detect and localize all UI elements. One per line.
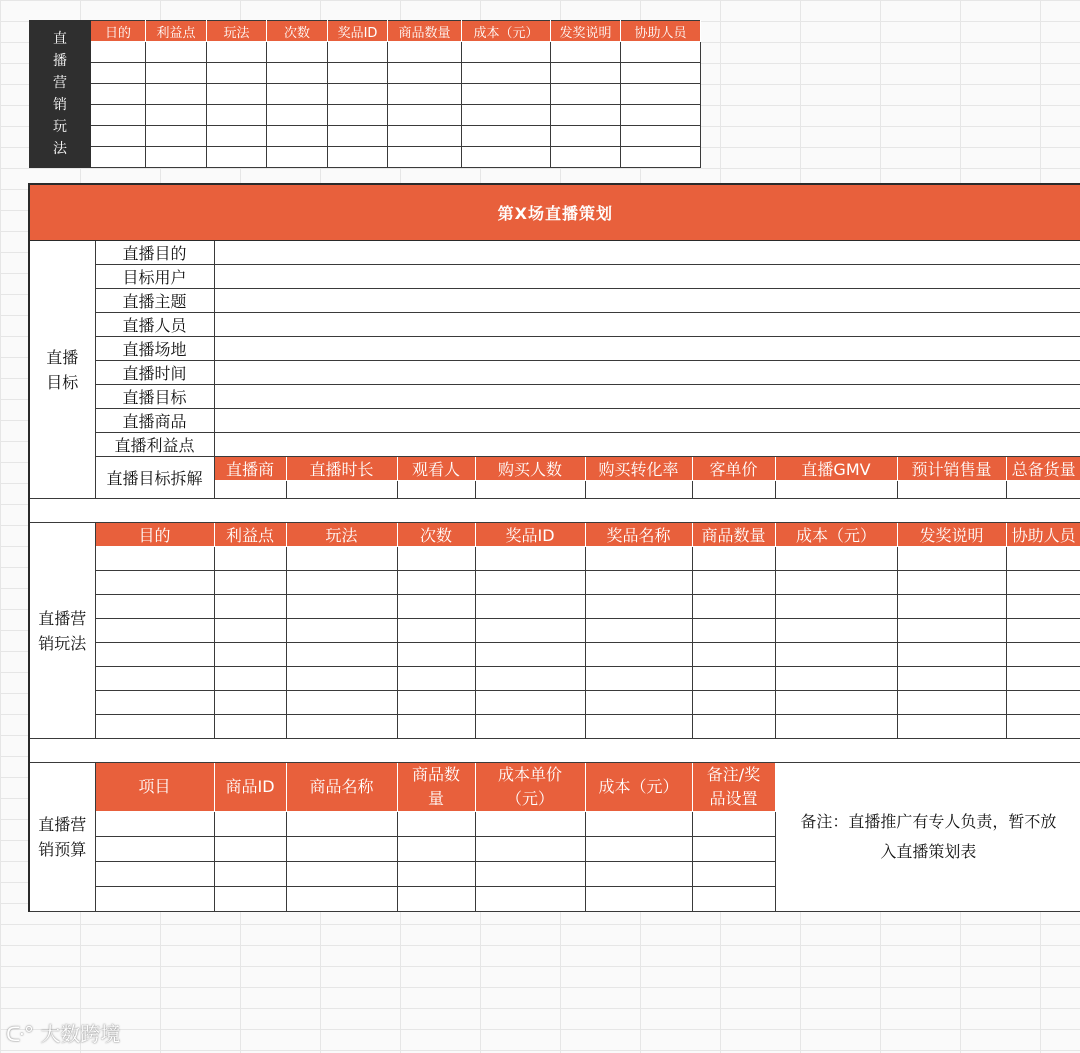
input-cell[interactable] <box>286 595 397 619</box>
input-cell[interactable] <box>1006 481 1080 499</box>
input-cell[interactable] <box>397 571 475 595</box>
input-cell[interactable] <box>462 105 551 126</box>
marketing-column-header: 目的 <box>95 523 214 547</box>
input-cell[interactable] <box>475 715 585 739</box>
goal-item-label: 直播目的 <box>95 241 214 265</box>
input-cell[interactable] <box>621 84 701 105</box>
marketing-row <box>29 643 1080 667</box>
input-cell[interactable] <box>462 147 551 168</box>
input-cell[interactable] <box>551 105 621 126</box>
input-cell[interactable] <box>1006 595 1080 619</box>
marketing-row <box>29 715 1080 739</box>
input-cell[interactable] <box>95 837 214 862</box>
input-cell[interactable] <box>286 862 397 887</box>
input-cell[interactable] <box>214 619 286 643</box>
goal-breakdown-header-row <box>29 457 1080 481</box>
input-cell[interactable] <box>897 667 1006 691</box>
marketing-section-label: 直播营 销玩法 <box>29 523 95 739</box>
goal-item-label: 直播场地 <box>95 337 214 361</box>
budget-column-header: 商品名称 <box>286 763 397 812</box>
input-cell[interactable] <box>897 571 1006 595</box>
input-cell[interactable] <box>146 63 207 84</box>
input-cell[interactable] <box>1006 571 1080 595</box>
breakdown-column-header: 直播时长 <box>286 457 397 481</box>
goal-row <box>29 433 1080 457</box>
input-cell[interactable] <box>475 619 585 643</box>
breakdown-column-header: 预计销售量 <box>897 457 1006 481</box>
marketing-row <box>29 547 1080 571</box>
input-cell[interactable] <box>95 547 214 571</box>
input-cell[interactable] <box>1006 691 1080 715</box>
mini-table-row <box>30 126 701 147</box>
input-cell[interactable] <box>897 715 1006 739</box>
input-cell[interactable] <box>388 63 462 84</box>
input-cell[interactable] <box>95 887 214 912</box>
input-cell[interactable] <box>585 481 692 499</box>
input-cell[interactable] <box>475 571 585 595</box>
input-cell[interactable] <box>146 84 207 105</box>
input-cell[interactable] <box>95 715 214 739</box>
mini-table-row <box>30 63 701 84</box>
goal-item-label: 直播利益点 <box>95 433 214 457</box>
input-cell[interactable] <box>692 619 775 643</box>
input-cell[interactable] <box>775 547 897 571</box>
input-cell[interactable] <box>397 619 475 643</box>
marketing-row <box>29 667 1080 691</box>
input-cell[interactable] <box>267 42 328 63</box>
budget-note-line2: 入直播策划表 <box>880 842 977 861</box>
marketing-column-header: 奖品ID <box>475 523 585 547</box>
input-cell[interactable] <box>585 887 692 912</box>
input-cell[interactable] <box>146 147 207 168</box>
mini-side-label: 直 播 营 销 玩 法 <box>30 21 91 168</box>
marketing-column-header: 商品数量 <box>692 523 775 547</box>
input-cell[interactable] <box>286 643 397 667</box>
input-cell[interactable] <box>551 126 621 147</box>
input-cell[interactable] <box>621 63 701 84</box>
input-cell[interactable] <box>286 619 397 643</box>
spacer-row <box>29 739 1080 763</box>
marketing-column-header: 成本（元） <box>775 523 897 547</box>
marketing-row <box>29 619 1080 643</box>
input-cell[interactable] <box>692 571 775 595</box>
input-cell[interactable] <box>692 547 775 571</box>
goal-row <box>29 385 1080 409</box>
input-cell[interactable] <box>475 887 585 912</box>
input-cell[interactable] <box>286 837 397 862</box>
breakdown-column-header: 购买转化率 <box>585 457 692 481</box>
input-cell[interactable] <box>621 126 701 147</box>
input-cell[interactable] <box>397 812 475 837</box>
budget-column-header: 项目 <box>95 763 214 812</box>
input-cell[interactable] <box>328 84 388 105</box>
input-cell[interactable] <box>286 812 397 837</box>
goal-breakdown-label: 直播目标拆解 <box>95 457 214 499</box>
goal-row <box>29 313 1080 337</box>
budget-column-header: 成本单价 （元） <box>475 763 585 812</box>
breakdown-column-header: 观看人 <box>397 457 475 481</box>
mini-table-row <box>30 105 701 126</box>
input-cell[interactable] <box>692 862 775 887</box>
input-cell[interactable] <box>621 105 701 126</box>
input-cell[interactable] <box>286 887 397 912</box>
input-cell[interactable] <box>775 691 897 715</box>
goal-row <box>29 241 1080 265</box>
goal-row <box>29 265 1080 289</box>
input-cell[interactable] <box>91 105 146 126</box>
input-cell[interactable] <box>475 837 585 862</box>
input-cell[interactable] <box>475 481 585 499</box>
goal-item-label: 直播人员 <box>95 313 214 337</box>
marketing-column-header: 次数 <box>397 523 475 547</box>
goal-item-label: 目标用户 <box>95 265 214 289</box>
input-cell[interactable] <box>692 595 775 619</box>
input-cell[interactable] <box>286 481 397 499</box>
mini-column-header: 玩法 <box>207 21 267 42</box>
input-cell[interactable] <box>692 887 775 912</box>
budget-note <box>775 763 1080 912</box>
input-cell[interactable] <box>775 481 897 499</box>
mini-column-header: 成本（元） <box>462 21 551 42</box>
input-cell[interactable] <box>388 84 462 105</box>
goal-section-label: 直播 目标 <box>29 241 95 499</box>
input-cell[interactable] <box>475 595 585 619</box>
input-cell[interactable] <box>1006 715 1080 739</box>
marketing-column-header: 玩法 <box>286 523 397 547</box>
input-cell[interactable] <box>397 691 475 715</box>
input-cell[interactable] <box>585 595 692 619</box>
input-cell[interactable] <box>692 715 775 739</box>
mini-marketing-table <box>29 20 701 168</box>
input-cell[interactable] <box>214 887 286 912</box>
input-cell[interactable] <box>585 571 692 595</box>
input-cell[interactable] <box>207 126 267 147</box>
input-cell[interactable] <box>267 84 328 105</box>
input-cell[interactable] <box>214 265 1080 289</box>
input-cell[interactable] <box>214 571 286 595</box>
marketing-row <box>29 571 1080 595</box>
marketing-row <box>29 595 1080 619</box>
input-cell[interactable] <box>267 63 328 84</box>
input-cell[interactable] <box>692 481 775 499</box>
input-cell[interactable] <box>585 715 692 739</box>
breakdown-column-header: 直播商 <box>214 457 286 481</box>
input-cell[interactable] <box>397 837 475 862</box>
input-cell[interactable] <box>585 643 692 667</box>
input-cell[interactable] <box>29 499 1080 523</box>
budget-column-header: 成本（元） <box>585 763 692 812</box>
input-cell[interactable] <box>475 643 585 667</box>
input-cell[interactable] <box>551 63 621 84</box>
input-cell[interactable] <box>775 643 897 667</box>
mini-column-header: 日的 <box>91 21 146 42</box>
input-cell[interactable] <box>397 643 475 667</box>
input-cell[interactable] <box>214 691 286 715</box>
input-cell[interactable] <box>91 84 146 105</box>
input-cell[interactable] <box>462 84 551 105</box>
input-cell[interactable] <box>328 42 388 63</box>
input-cell[interactable] <box>585 812 692 837</box>
input-cell[interactable] <box>207 105 267 126</box>
goal-row <box>29 361 1080 385</box>
mini-column-header: 商品数量 <box>388 21 462 42</box>
input-cell[interactable] <box>775 715 897 739</box>
input-cell[interactable] <box>397 715 475 739</box>
input-cell[interactable] <box>214 595 286 619</box>
input-cell[interactable] <box>462 126 551 147</box>
input-cell[interactable] <box>214 481 286 499</box>
input-cell[interactable] <box>214 715 286 739</box>
input-cell[interactable] <box>95 595 214 619</box>
input-cell[interactable] <box>214 547 286 571</box>
breakdown-column-header: 总备货量 <box>1006 457 1080 481</box>
input-cell[interactable] <box>775 667 897 691</box>
marketing-column-header: 奖品名称 <box>585 523 692 547</box>
input-cell[interactable] <box>328 147 388 168</box>
spacer-row <box>29 499 1080 523</box>
input-cell[interactable] <box>214 289 1080 313</box>
goal-row <box>29 337 1080 361</box>
input-cell[interactable] <box>214 837 286 862</box>
input-cell[interactable] <box>267 126 328 147</box>
input-cell[interactable] <box>91 126 146 147</box>
input-cell[interactable] <box>146 105 207 126</box>
input-cell[interactable] <box>214 667 286 691</box>
input-cell[interactable] <box>897 643 1006 667</box>
input-cell[interactable] <box>621 147 701 168</box>
budget-column-header: 商品数 量 <box>397 763 475 812</box>
budget-note-line1: 备注：直播推广有专人负责，暂不放 <box>800 812 1057 831</box>
input-cell[interactable] <box>397 547 475 571</box>
input-cell[interactable] <box>1006 619 1080 643</box>
input-cell[interactable] <box>95 691 214 715</box>
watermark-logo <box>6 1018 120 1047</box>
input-cell[interactable] <box>328 105 388 126</box>
input-cell[interactable] <box>91 42 146 63</box>
input-cell[interactable] <box>897 619 1006 643</box>
mini-column-header: 协助人员 <box>621 21 701 42</box>
input-cell[interactable] <box>388 126 462 147</box>
input-cell[interactable] <box>328 126 388 147</box>
input-cell[interactable] <box>286 691 397 715</box>
input-cell[interactable] <box>95 571 214 595</box>
breakdown-column-header: 客单价 <box>692 457 775 481</box>
input-cell[interactable] <box>397 481 475 499</box>
input-cell[interactable] <box>328 63 388 84</box>
input-cell[interactable] <box>207 63 267 84</box>
input-cell[interactable] <box>91 147 146 168</box>
input-cell[interactable] <box>388 42 462 63</box>
input-cell[interactable] <box>95 667 214 691</box>
breakdown-column-header: 购买人数 <box>475 457 585 481</box>
input-cell[interactable] <box>397 862 475 887</box>
input-cell[interactable] <box>214 241 1080 265</box>
breakdown-column-header: 直播GMV <box>775 457 897 481</box>
input-cell[interactable] <box>267 105 328 126</box>
input-cell[interactable] <box>692 812 775 837</box>
input-cell[interactable] <box>95 619 214 643</box>
input-cell[interactable] <box>146 42 207 63</box>
input-cell[interactable] <box>585 691 692 715</box>
input-cell[interactable] <box>775 571 897 595</box>
sheet-title: 第X场直播策划 <box>29 184 1080 241</box>
input-cell[interactable] <box>207 42 267 63</box>
input-cell[interactable] <box>585 619 692 643</box>
input-cell[interactable] <box>214 337 1080 361</box>
input-cell[interactable] <box>897 595 1006 619</box>
mini-column-header: 利益点 <box>146 21 207 42</box>
input-cell[interactable] <box>585 837 692 862</box>
input-cell[interactable] <box>95 862 214 887</box>
live-stream-plan-sheet <box>28 183 1080 912</box>
input-cell[interactable] <box>214 313 1080 337</box>
input-cell[interactable] <box>214 409 1080 433</box>
budget-column-header: 备注/奖 品设置 <box>692 763 775 812</box>
input-cell[interactable] <box>286 547 397 571</box>
input-cell[interactable] <box>29 739 1080 763</box>
input-cell[interactable] <box>775 595 897 619</box>
input-cell[interactable] <box>551 42 621 63</box>
input-cell[interactable] <box>95 643 214 667</box>
marketing-header-row <box>29 523 1080 547</box>
goal-row <box>29 409 1080 433</box>
input-cell[interactable] <box>207 84 267 105</box>
input-cell[interactable] <box>214 433 1080 457</box>
input-cell[interactable] <box>397 667 475 691</box>
mini-column-header: 次数 <box>267 21 328 42</box>
input-cell[interactable] <box>1006 547 1080 571</box>
input-cell[interactable] <box>388 105 462 126</box>
goal-item-label: 直播时间 <box>95 361 214 385</box>
marketing-column-header: 协助人员 <box>1006 523 1080 547</box>
input-cell[interactable] <box>585 667 692 691</box>
input-cell[interactable] <box>286 571 397 595</box>
input-cell[interactable] <box>462 42 551 63</box>
input-cell[interactable] <box>475 667 585 691</box>
input-cell[interactable] <box>775 619 897 643</box>
input-cell[interactable] <box>207 147 267 168</box>
input-cell[interactable] <box>214 385 1080 409</box>
budget-section-label: 直播营 销预算 <box>29 763 95 912</box>
input-cell[interactable] <box>692 667 775 691</box>
input-cell[interactable] <box>286 715 397 739</box>
input-cell[interactable] <box>475 812 585 837</box>
input-cell[interactable] <box>388 147 462 168</box>
input-cell[interactable] <box>621 42 701 63</box>
input-cell[interactable] <box>397 595 475 619</box>
input-cell[interactable] <box>475 862 585 887</box>
marketing-column-header: 发奖说明 <box>897 523 1006 547</box>
input-cell[interactable] <box>692 837 775 862</box>
marketing-column-header: 利益点 <box>214 523 286 547</box>
input-cell[interactable] <box>1006 643 1080 667</box>
mini-column-header: 发奖说明 <box>551 21 621 42</box>
watermark-text: 大数跨境 <box>40 1022 121 1046</box>
mini-table-row <box>30 84 701 105</box>
input-cell[interactable] <box>897 481 1006 499</box>
input-cell[interactable] <box>91 63 146 84</box>
mini-column-header: 奖品ID <box>328 21 388 42</box>
input-cell[interactable] <box>551 84 621 105</box>
input-cell[interactable] <box>214 812 286 837</box>
input-cell[interactable] <box>692 643 775 667</box>
input-cell[interactable] <box>585 547 692 571</box>
goal-item-label: 直播主题 <box>95 289 214 313</box>
input-cell[interactable] <box>475 691 585 715</box>
input-cell[interactable] <box>585 862 692 887</box>
budget-header-row <box>29 763 1080 812</box>
input-cell[interactable] <box>692 691 775 715</box>
goal-item-label: 直播商品 <box>95 409 214 433</box>
mini-table-row <box>30 147 701 168</box>
input-cell[interactable] <box>897 547 1006 571</box>
input-cell[interactable] <box>95 812 214 837</box>
input-cell[interactable] <box>146 126 207 147</box>
input-cell[interactable] <box>462 63 551 84</box>
chat-bubble-icon: ᑢ° <box>6 1022 35 1046</box>
mini-table-row <box>30 42 701 63</box>
input-cell[interactable] <box>267 147 328 168</box>
input-cell[interactable] <box>214 361 1080 385</box>
budget-column-header: 商品ID <box>214 763 286 812</box>
input-cell[interactable] <box>475 547 585 571</box>
input-cell[interactable] <box>397 887 475 912</box>
input-cell[interactable] <box>1006 667 1080 691</box>
goal-item-label: 直播目标 <box>95 385 214 409</box>
marketing-row <box>29 691 1080 715</box>
input-cell[interactable] <box>214 643 286 667</box>
input-cell[interactable] <box>214 862 286 887</box>
input-cell[interactable] <box>897 691 1006 715</box>
input-cell[interactable] <box>286 667 397 691</box>
input-cell[interactable] <box>551 147 621 168</box>
goal-row <box>29 289 1080 313</box>
